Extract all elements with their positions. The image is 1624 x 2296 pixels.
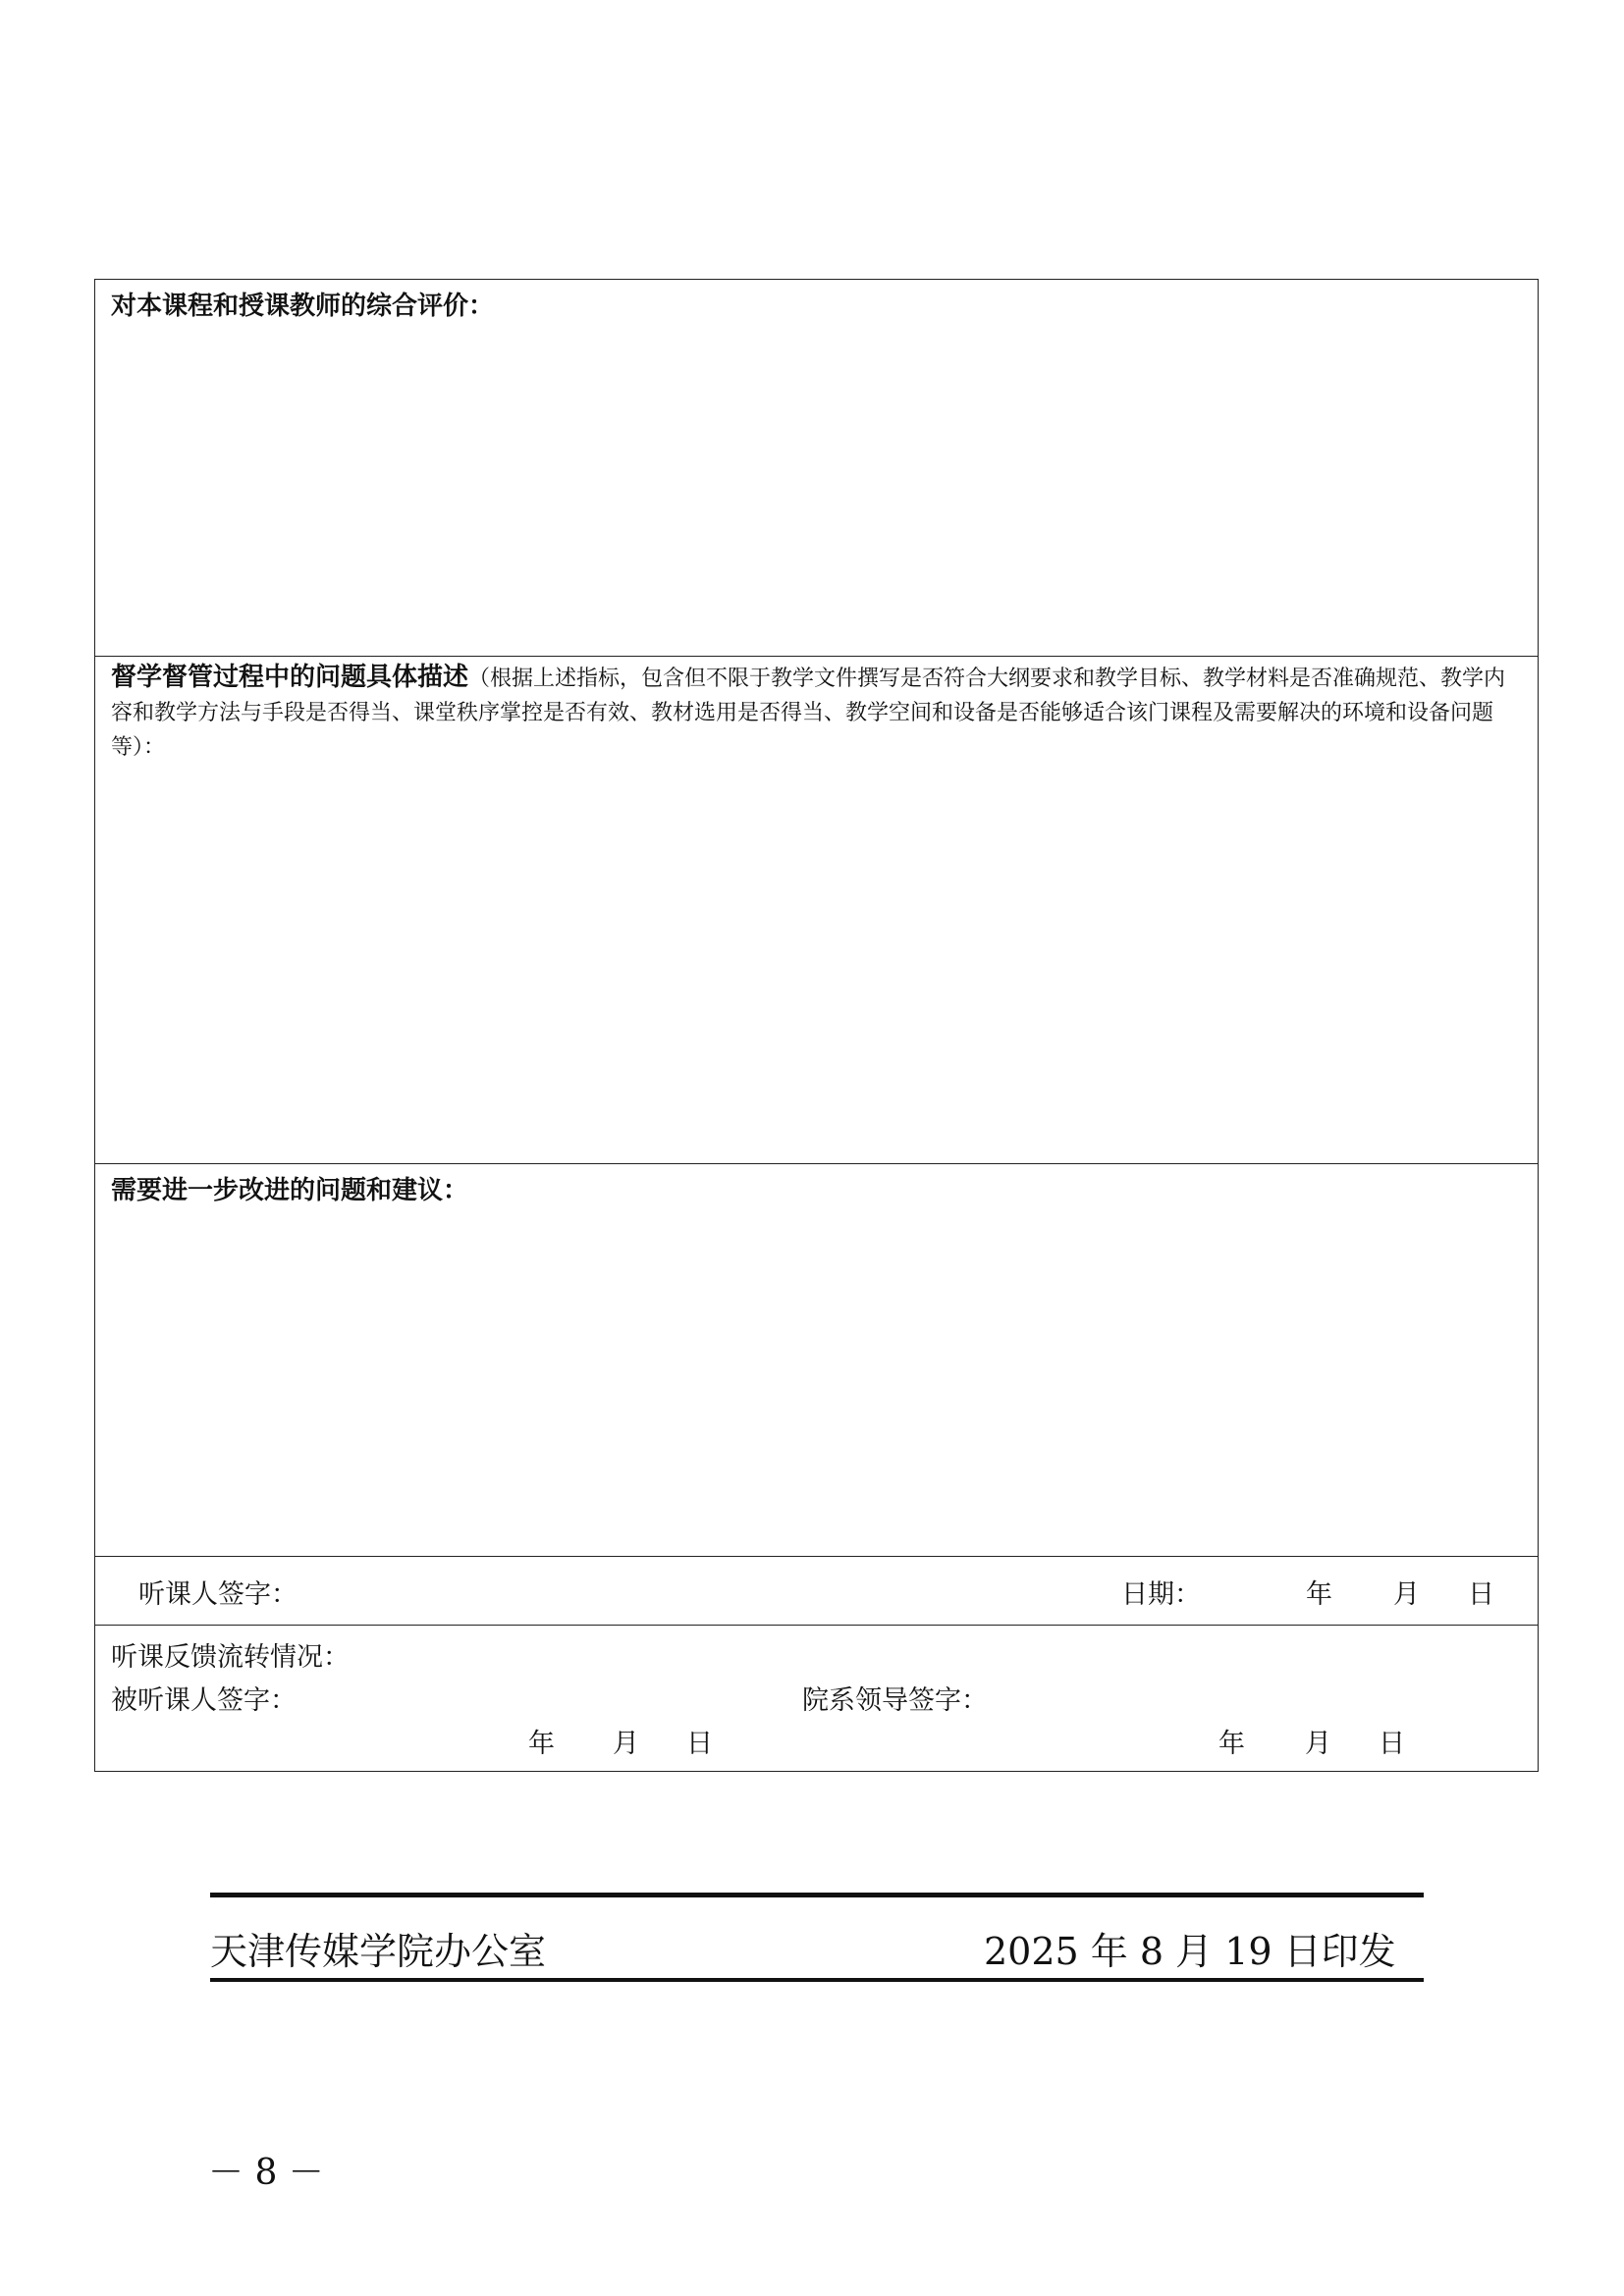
leader-month-label: 月	[1305, 1729, 1331, 1759]
leader-day-label: 日	[1379, 1729, 1405, 1759]
footer-bottom-rule	[210, 1978, 1424, 1982]
footer-issue-date: 2025 年 8 月 19 日印发	[984, 1930, 1396, 1973]
dept-leader-signature-label: 院系领导签字：	[802, 1685, 988, 1716]
improvement-suggestions-label: 需要进一步改进的问题和建议：	[111, 1176, 469, 1205]
leader-year-label: 年	[1218, 1729, 1245, 1759]
improvement-suggestions-section[interactable]	[95, 1164, 1538, 1557]
page-number: － 8 －	[208, 2153, 324, 2193]
problem-description-section[interactable]	[95, 657, 1538, 1164]
date-year-label: 年	[1306, 1579, 1332, 1610]
listener-signature-label: 听课人签字：	[138, 1579, 298, 1610]
listener-signature-row[interactable]	[95, 1557, 1538, 1626]
listened-day-label: 日	[686, 1729, 713, 1759]
listened-month-label: 月	[613, 1729, 639, 1759]
problem-description-title: 督学督管过程中的问题具体描述	[111, 663, 469, 692]
footer-top-rule	[210, 1893, 1424, 1897]
date-day-label: 日	[1468, 1579, 1494, 1610]
listened-year-label: 年	[528, 1729, 555, 1759]
feedback-flow-row[interactable]	[95, 1626, 1538, 1771]
problem-description-header	[111, 661, 1526, 766]
feedback-flow-label: 听课反馈流转情况：	[111, 1642, 350, 1673]
footer-issuer: 天津传媒学院办公室	[210, 1930, 547, 1973]
evaluation-form-table	[94, 279, 1539, 1772]
overall-evaluation-label: 对本课程和授课教师的综合评价：	[111, 292, 495, 321]
date-month-label: 月	[1393, 1579, 1420, 1610]
overall-evaluation-section[interactable]	[95, 280, 1538, 657]
listened-teacher-signature-label: 被听课人签字：	[111, 1685, 297, 1716]
problem-description-note: （根据上述指标，包含但不限于教学文件撰写是否符合大纲要求和教学目标、教学材料是否准确规范、教学内容和教学方法与手段是否得当、课堂秩序掌控是否有效、教材选用是否得当、教学空间和设备是否能够适合该门课程及需要解决的环境和设备问题等）：	[111, 667, 1506, 760]
date-label: 日期：	[1121, 1579, 1201, 1610]
